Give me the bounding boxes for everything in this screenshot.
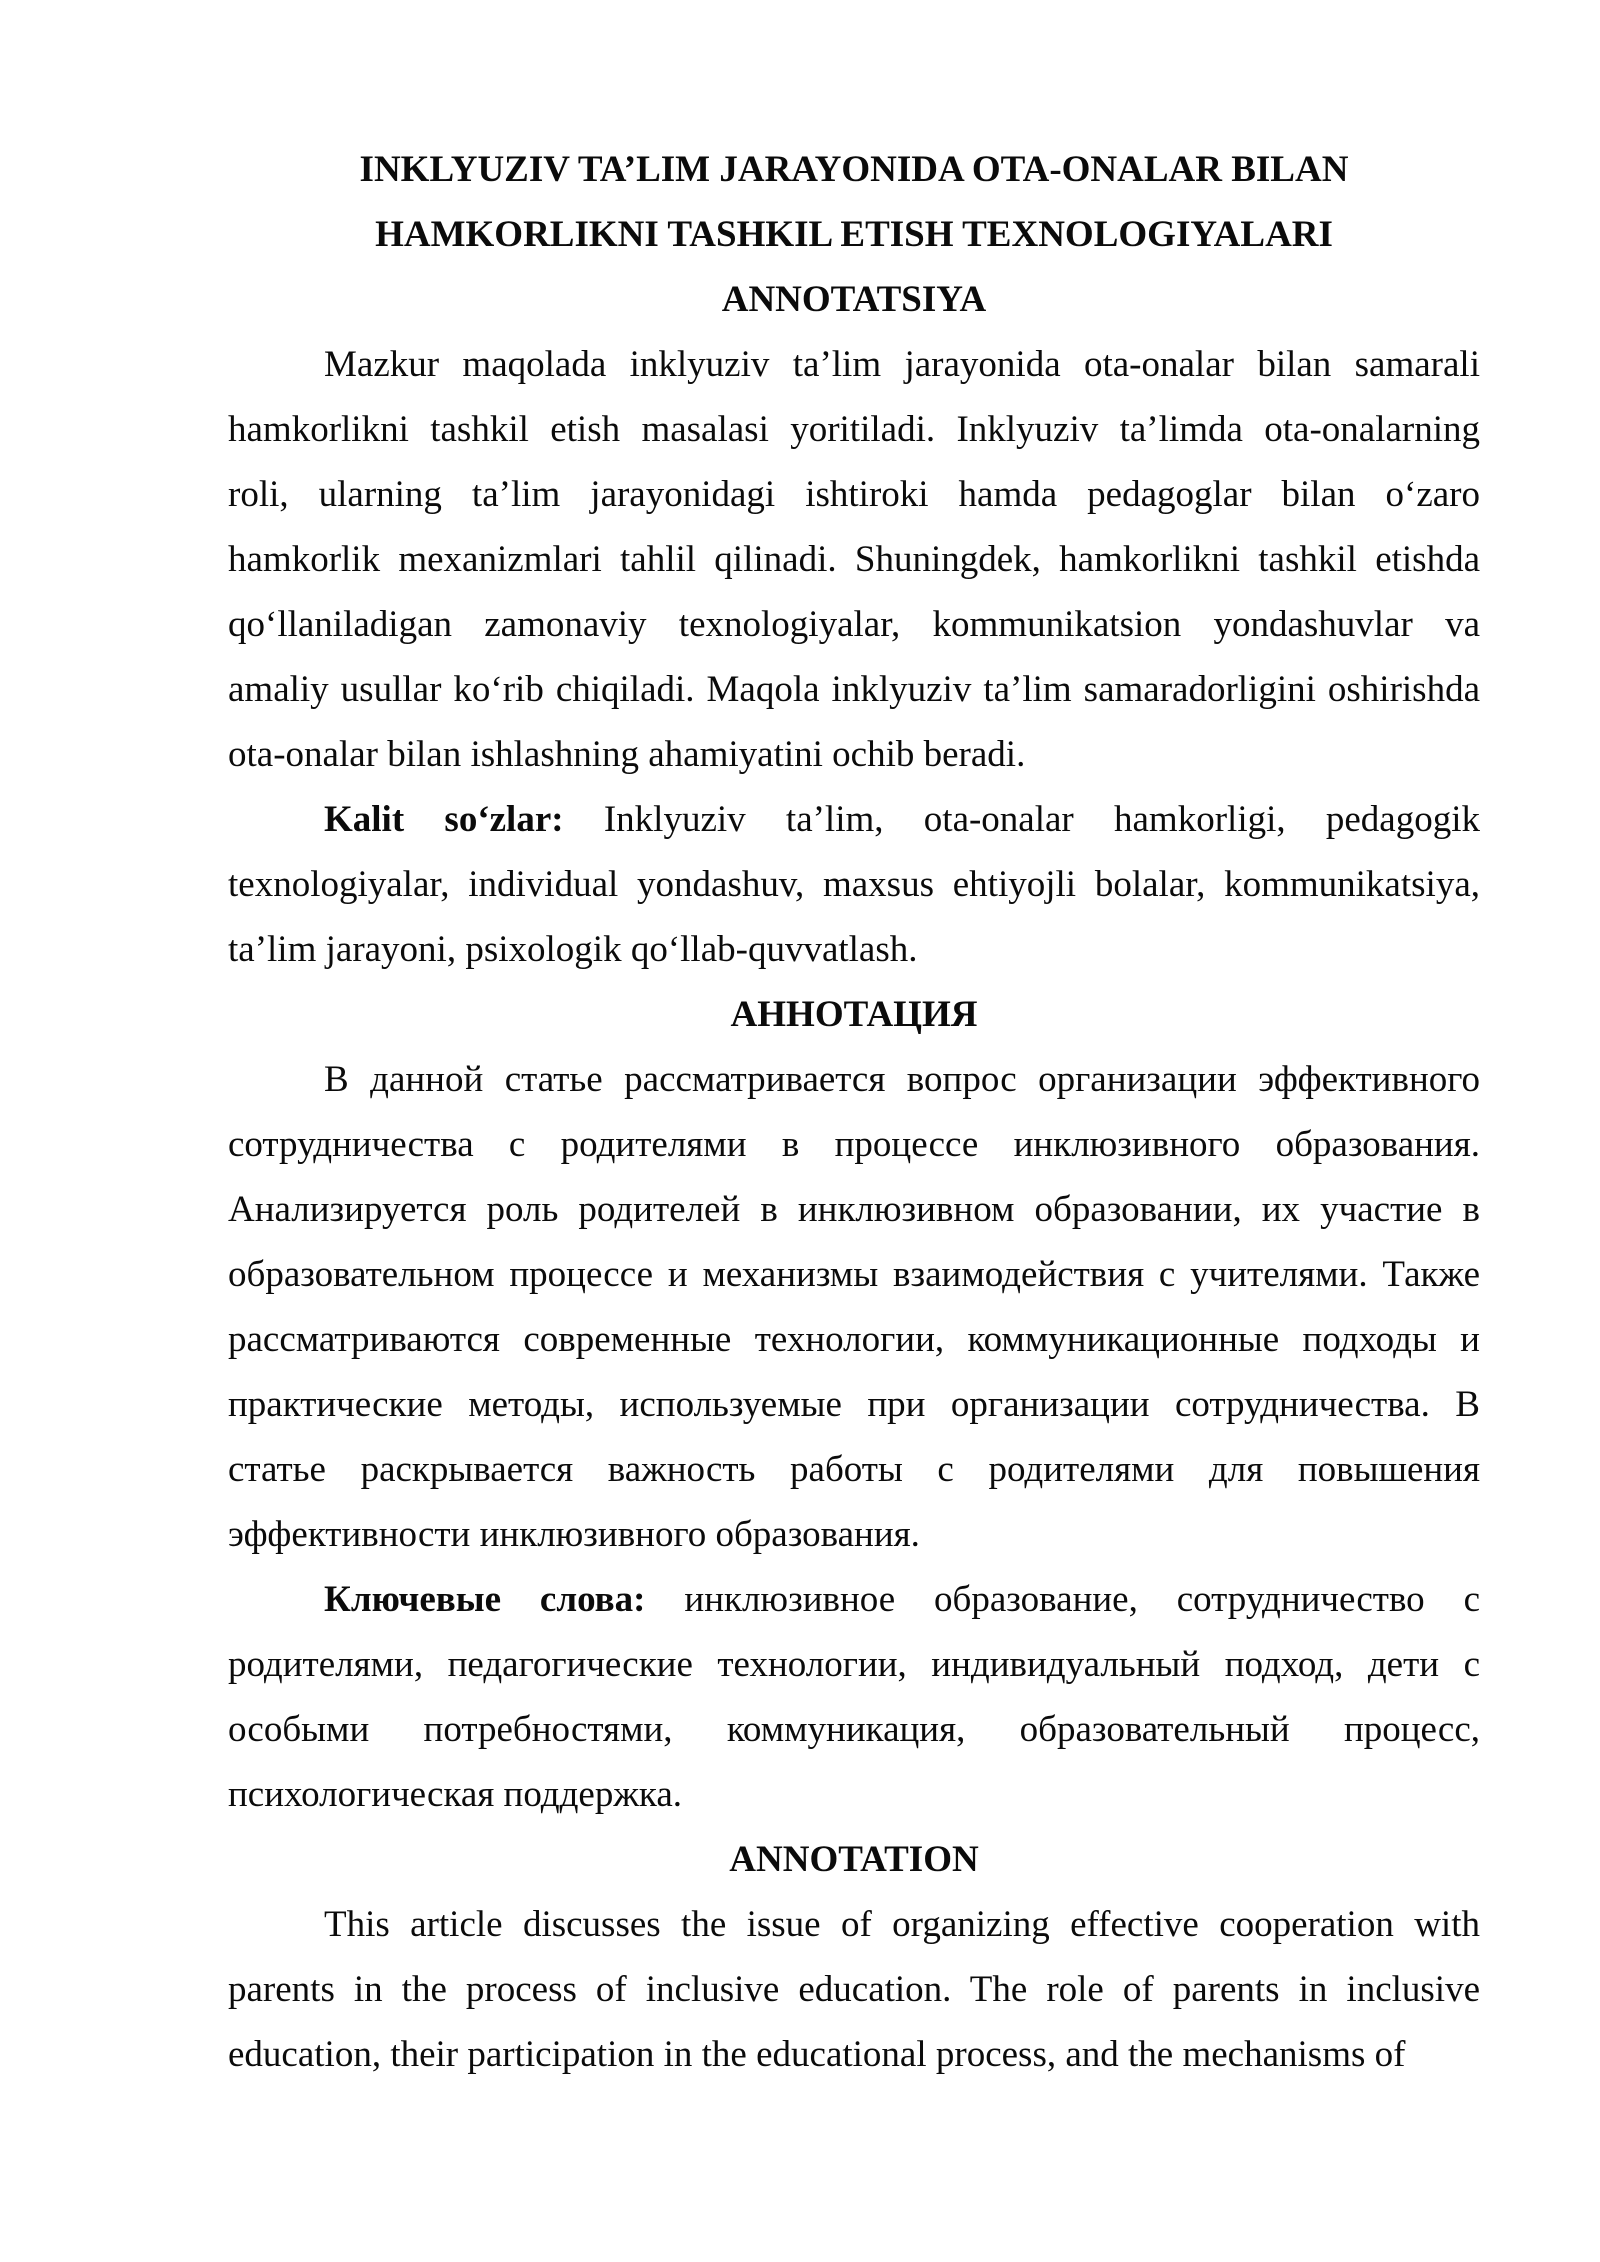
- uzbek-abstract-paragraph: [228, 332, 1480, 787]
- section-heading-annotaciya: [228, 982, 1480, 1047]
- paragraph-line: В данной статье рассматривается вопрос организации эффективного: [324, 1059, 1480, 1100]
- paragraph-line: особыми потребностями, коммуникация, образовательный процесс,: [228, 1709, 1480, 1750]
- paragraph-line: рассматриваются современные технологии, коммуникационные подходы и: [228, 1319, 1480, 1360]
- paragraph-line: образовательном процессе и механизмы взаимодействия с учителями. Также: [228, 1254, 1480, 1295]
- heading-line: ANNOTATSIYA: [721, 279, 987, 320]
- paragraph-line: статье раскрывается важность работы с родителями для повышения: [228, 1449, 1480, 1490]
- paragraph-line: hamkorlikni tashkil etish masalasi yoritiladi. Inklyuziv ta’limda ota-onalarning: [228, 409, 1480, 450]
- keywords-lead-in: Ключевые слова:: [324, 1579, 646, 1620]
- uzbek-keywords-paragraph: [228, 787, 1480, 982]
- paragraph-line: ota-onalar bilan ishlashning ahamiyatini ochib beradi.: [228, 734, 1026, 775]
- paragraph-line: Kalit so‘zlar: Inklyuziv ta’lim, ota-onalar hamkorligi, pedagogik: [324, 799, 1480, 840]
- paragraph-line: qo‘llaniladigan zamonaviy texnologiyalar, kommunikatsion yondashuvlar va: [228, 604, 1480, 645]
- russian-keywords-paragraph: [228, 1567, 1480, 1827]
- heading-line: INKLYUZIV TA’LIM JARAYONIDA OTA-ONALAR BILAN: [359, 149, 1349, 190]
- english-abstract-paragraph: [228, 1892, 1480, 2087]
- paragraph-line: parents in the process of inclusive education. The role of parents in inclusive: [228, 1969, 1480, 2010]
- paragraph-line: education, their participation in the educational process, and the mechanisms of: [228, 2034, 1406, 2075]
- paragraph-line: эффективности инклюзивного образования.: [228, 1514, 920, 1555]
- paragraph-line: texnologiyalar, individual yondashuv, maxsus ehtiyojli bolalar, kommunikatsiya,: [228, 864, 1480, 905]
- paragraph-line: Анализируется роль родителей в инклюзивном образовании, их участие в: [228, 1189, 1480, 1230]
- section-heading-annotation: [228, 1827, 1480, 1892]
- heading-line: HAMKORLIKNI TASHKIL ETISH TEXNOLOGIYALARI: [375, 214, 1333, 255]
- paragraph-line: Mazkur maqolada inklyuziv ta’lim jarayonida ota-onalar bilan samarali: [324, 344, 1480, 385]
- section-heading-annotatsiya: [228, 267, 1480, 332]
- paragraph-line: amaliy usullar ko‘rib chiqiladi. Maqola inklyuziv ta’lim samaradorligini oshirishda: [228, 669, 1480, 710]
- heading-line: ANNOTATION: [729, 1839, 979, 1880]
- paragraph-line: практические методы, используемые при организации сотрудничества. В: [228, 1384, 1480, 1425]
- paragraph-line: Ключевые слова: инклюзивное образование, сотрудничество с: [324, 1579, 1480, 1620]
- paragraph-line: ta’lim jarayoni, psixologik qo‘llab-quvvatlash.: [228, 929, 918, 970]
- paragraph-line: roli, ularning ta’lim jarayonidagi ishtiroki hamda pedagoglar bilan o‘zaro: [228, 474, 1480, 515]
- article-title: [228, 137, 1480, 267]
- keywords-lead-in: Kalit so‘zlar:: [324, 799, 564, 840]
- paragraph-line: сотрудничества с родителями в процессе инклюзивного образования.: [228, 1124, 1480, 1165]
- document-content: [228, 137, 1480, 2087]
- paragraph-line: родителями, педагогические технологии, индивидуальный подход, дети с: [228, 1644, 1480, 1685]
- paragraph-line: психологическая поддержка.: [228, 1774, 683, 1815]
- russian-abstract-paragraph: [228, 1047, 1480, 1567]
- paragraph-line: This article discusses the issue of organizing effective cooperation with: [324, 1904, 1480, 1945]
- heading-line: АННОТАЦИЯ: [730, 994, 978, 1035]
- paragraph-line: hamkorlik mexanizmlari tahlil qilinadi. Shuningdek, hamkorlikni tashkil etishda: [228, 539, 1480, 580]
